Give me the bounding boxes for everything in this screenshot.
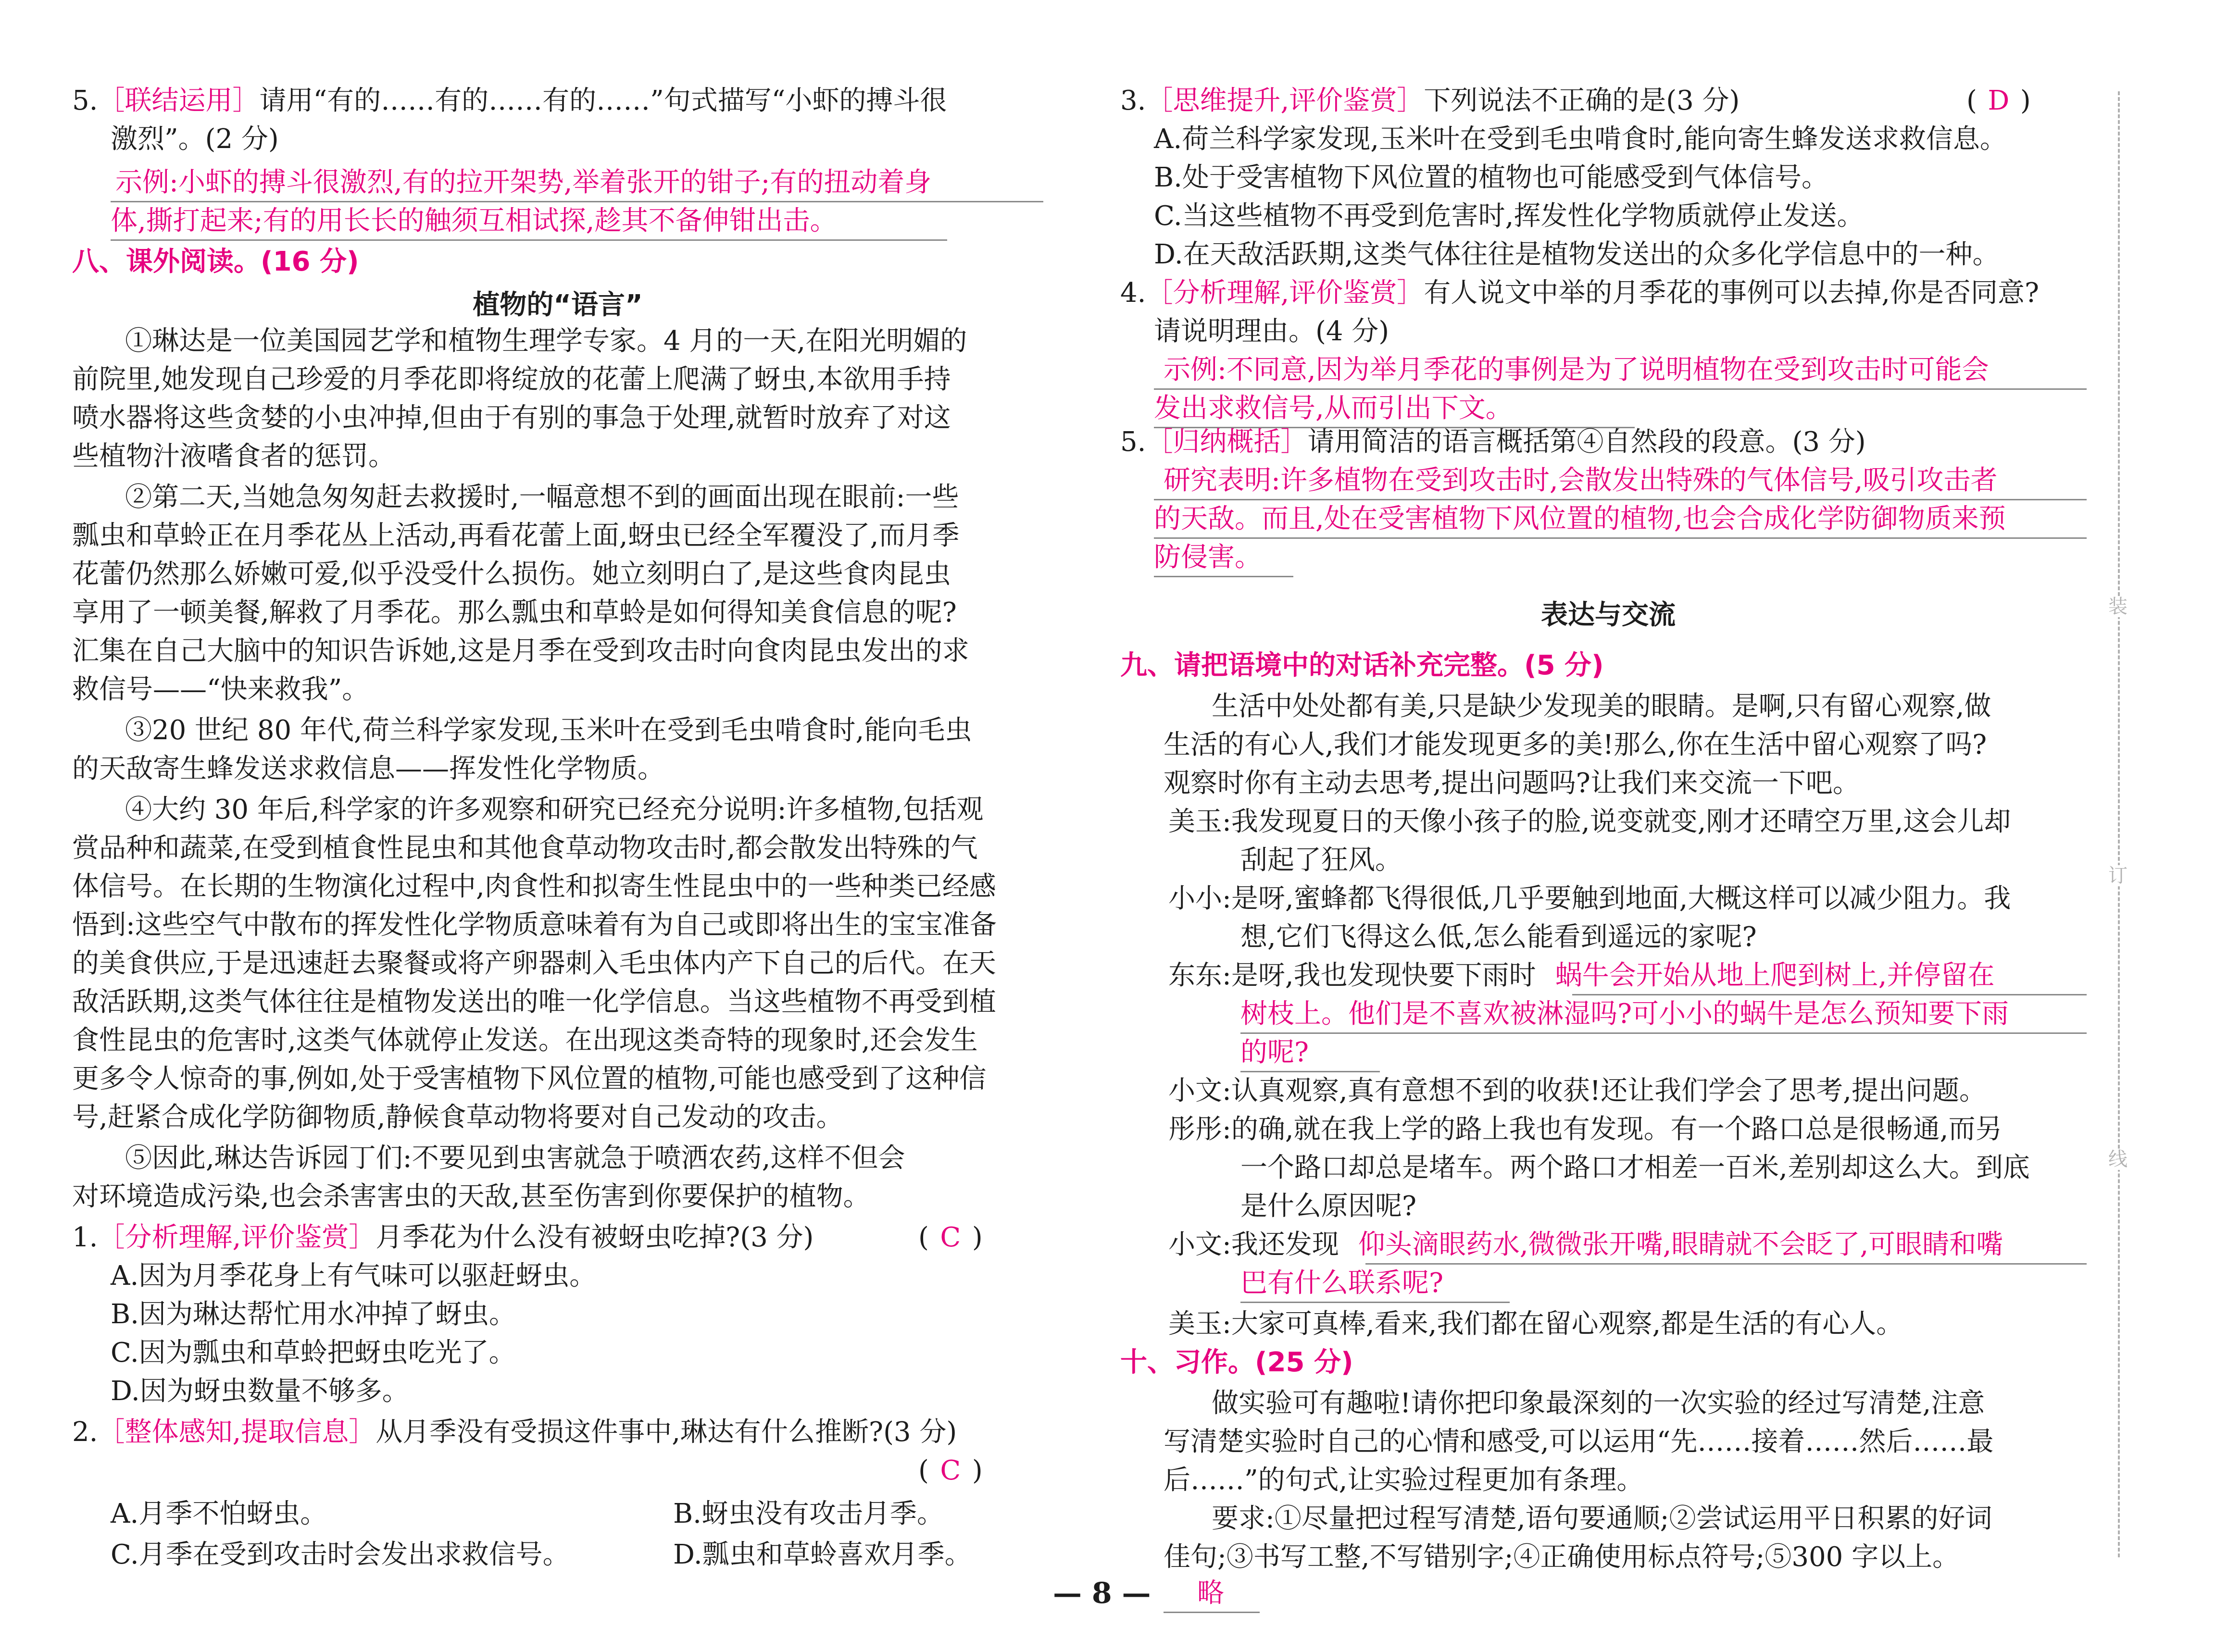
passage-line: 汇集在自己大脑中的知识告诉她,这是月季在受到攻击时向食肉昆虫发出的求 bbox=[72, 635, 969, 667]
q4-answer-line1: 示例:不同意,因为举月季花的事例是为了说明植物在受到攻击时可能会 bbox=[1164, 354, 1989, 385]
composition-prompt: 写清楚实验时自己的心情和感受,可以运用“先……接着……然后……最 bbox=[1164, 1426, 1994, 1457]
binding-mark: 订 bbox=[2108, 865, 2128, 887]
q2-option-d: D.瓢虫和草蛉喜欢月季。 bbox=[673, 1539, 972, 1570]
passage-line: 前院里,她发现自己珍爱的月季花即将绽放的花蕾上爬满了蚜虫,本欲用手持 bbox=[72, 364, 951, 395]
dialogue-xiaoxiao-cont: 想,它们飞得这么低,怎么能看到遥远的家呢? bbox=[1240, 921, 1757, 953]
section-10-title: 十、习作。(25 分) bbox=[1120, 1347, 1353, 1378]
passage-line: 瓢虫和草蛉正在月季花丛上活动,再看花蕾上面,蚜虫已经全军覆没了,而月季 bbox=[72, 520, 960, 551]
passage-line: 更多令人惊奇的事,例如,处于受害植物下风位置的植物,可能也感受到了这种信 bbox=[72, 1063, 987, 1094]
answer-rule bbox=[111, 239, 947, 241]
section-9-title: 九、请把语境中的对话补充完整。(5 分) bbox=[1120, 650, 1604, 681]
dialogue-meiyu-cont: 刮起了狂风。 bbox=[1240, 845, 1402, 876]
q3-option-b: B.处于受害植物下风位置的植物也可能感受到气体信号。 bbox=[1154, 162, 1828, 193]
passage-line: 食性昆虫的危害时,这类气体就停止发送。在出现这类奇特的现象时,还会发生 bbox=[72, 1025, 978, 1056]
q1-answer-paren: ( C ) bbox=[918, 1218, 983, 1257]
passage-line: ⑤因此,琳达告诉园丁们:不要见到虫害就急于喷洒农药,这样不但会 bbox=[125, 1143, 905, 1174]
dialogue-tongtong: 彤彤:的确,就在我上学的路上我也有发现。有一个路口总是很畅通,而另 bbox=[1168, 1114, 2003, 1145]
passage-line: 的美食供应,于是迅速赶去聚餐或将产卵器刺入毛虫体内产下自己的后代。在天 bbox=[72, 948, 996, 979]
page-number: — 8 — bbox=[1053, 1577, 1151, 1610]
q1-option-b: B.因为琳达帮忙用水冲掉了蚜虫。 bbox=[111, 1299, 516, 1330]
composition-requirements: 要求:①尽量把过程写清楚,语句要通顺;②尝试运用平日积累的好词 bbox=[1212, 1503, 1992, 1534]
answer-rule bbox=[1154, 537, 2087, 539]
passage-line: 享用了一顿美餐,解救了月季花。那么瓢虫和草蛉是如何得知美食信息的呢? bbox=[72, 597, 957, 628]
q3-option-a: A.荷兰科学家发现,玉米叶在受到毛虫啃食时,能向寄生蜂发送求救信息。 bbox=[1154, 124, 2007, 155]
answer-rule bbox=[1240, 1032, 2087, 1034]
q3-option-c: C.当这些植物不再受到危害时,挥发性化学物质就停止发送。 bbox=[1154, 200, 1864, 232]
dialogue-dongdong: 东东:是呀,我也发现快要下雨时 蜗牛会开始从地上爬到树上,并停留在 bbox=[1168, 960, 1995, 991]
composition-requirements: 佳句;③书写工整,不写错别字;④正确使用标点符号;⑤300 字以上。 bbox=[1164, 1541, 1960, 1573]
passage-line: ②第二天,当她急匆匆赶去救援时,一幅意想不到的画面出现在眼前:一些 bbox=[125, 482, 959, 513]
passage-line: 些植物汁液嗜食者的惩罚。 bbox=[72, 441, 395, 472]
q3-option-d: D.在天敌活跃期,这类气体往往是植物发送出的众多化学信息中的一种。 bbox=[1154, 239, 2000, 270]
q1-question: 1.［分析理解,评价鉴赏］月季花为什么没有被蚜虫吃掉?(3 分) bbox=[72, 1222, 814, 1253]
expression-heading: 表达与交流 bbox=[1541, 599, 1676, 631]
dialogue-dongdong-answer: 树枝上。他们是不喜欢被淋湿吗?可小小的蜗牛是怎么预知要下雨 bbox=[1240, 998, 2009, 1030]
q5-right-question: 5.［归纳概括］请用简洁的语言概括第④自然段的段意。(3 分) bbox=[1120, 426, 1866, 458]
passage-line: ④大约 30 年后,科学家的许多观察和研究已经充分说明:许多植物,包括观 bbox=[125, 794, 984, 825]
dialogue-meiyu-2: 美玉:大家可真棒,看来,我们都在留心观察,都是生活的有心人。 bbox=[1168, 1308, 1903, 1340]
q4-question: 4.［分析理解,评价鉴赏］有人说文中举的月季花的事例可以去掉,你是否同意? bbox=[1120, 277, 2040, 309]
q4-question-cont: 请说明理由。(4 分) bbox=[1154, 316, 1389, 347]
binding-dashed-line bbox=[2118, 91, 2120, 1557]
passage-line: 体信号。在长期的生物演化过程中,肉食性和拟寄生性昆虫中的一些种类已经感 bbox=[72, 871, 996, 902]
q5-right-answer-line2: 的天敌。而且,处在受害植物下风位置的植物,也会合成化学防御物质来预 bbox=[1154, 503, 2006, 534]
dialogue-xiaowen-2: 小文:我还发现 仰头滴眼药水,微微张开嘴,眼睛就不会眨了,可眼睛和嘴 bbox=[1168, 1229, 2003, 1260]
passage-line: ③20 世纪 80 年代,荷兰科学家发现,玉米叶在受到毛虫啃食时,能向毛虫 bbox=[125, 715, 972, 746]
q5-left-answer-line1: 示例:小虾的搏斗很激烈,有的拉开架势,举着张开的钳子;有的扭动着身 bbox=[115, 167, 932, 198]
passage-title: 植物的“语言” bbox=[473, 289, 643, 321]
q2-option-a: A.月季不怕蚜虫。 bbox=[111, 1498, 327, 1529]
q5-left-answer-line2: 体,撕打起来;有的用长长的触须互相试探,趁其不备伸钳出击。 bbox=[111, 205, 837, 236]
dialogue-xiaowen: 小文:认真观察,真有意想不到的收获!还让我们学会了思考,提出问题。 bbox=[1168, 1075, 1986, 1106]
dialogue-xiaoxiao: 小小:是呀,蜜蜂都飞得很低,几乎要触到地面,大概这样可以减少阻力。我 bbox=[1168, 883, 2011, 914]
q5-right-answer-line3: 防侵害。 bbox=[1154, 542, 1262, 573]
answer-rule bbox=[1365, 1263, 2087, 1265]
q2-option-c: C.月季在受到攻击时会发出求救信号。 bbox=[111, 1539, 570, 1570]
section-8-title: 八、课外阅读。(16 分) bbox=[72, 246, 359, 277]
dialogue-dongdong-answer: 的呢? bbox=[1240, 1037, 1309, 1068]
q2-question: 2.［整体感知,提取信息］从月季没有受损这件事中,琳达有什么推断?(3 分) bbox=[72, 1416, 957, 1448]
q4-answer-line2: 发出求救信号,从而引出下文。 bbox=[1154, 393, 1513, 424]
q1-option-a: A.因为月季花身上有气味可以驱赶蚜虫。 bbox=[111, 1260, 597, 1292]
dialogue-meiyu: 美玉:我发现夏日的天像小孩子的脸,说变就变,刚才还晴空万里,这会儿却 bbox=[1168, 806, 2011, 837]
q2-answer-paren: ( C ) bbox=[918, 1452, 983, 1490]
composition-prompt: 做实验可有趣啦!请你把印象最深刻的一次实验的经过写清楚,注意 bbox=[1212, 1388, 1985, 1419]
q5-right-answer-line1: 研究表明:许多植物在受到攻击时,会散发出特殊的气体信号,吸引攻击者 bbox=[1164, 465, 1998, 496]
dialogue-xiaowen-answer: 巴有什么联系呢? bbox=[1240, 1267, 1444, 1299]
passage-line: 敌活跃期,这类气体往往是植物发送出的唯一化学信息。当这些植物不再受到植 bbox=[72, 986, 996, 1018]
passage-line: 号,赶紧合成化学防御物质,静候食草动物将要对自己发动的攻击。 bbox=[72, 1102, 843, 1133]
q1-answer: C bbox=[940, 1222, 961, 1253]
q3-question: 3.［思维提升,评价鉴赏］下列说法不正确的是(3 分) bbox=[1120, 85, 1740, 116]
dialogue-tongtong-cont: 一个路口却总是堵车。两个路口才相差一百米,差别却这么大。到底 bbox=[1240, 1152, 2030, 1183]
passage-line: 救信号——“快来救我”。 bbox=[72, 674, 369, 705]
q5-left-question-cont: 激烈”。(2 分) bbox=[111, 124, 279, 155]
q1-option-d: D.因为蚜虫数量不够多。 bbox=[111, 1376, 409, 1407]
q2-answer: C bbox=[940, 1455, 961, 1486]
q5-left-question: 5.［联结运用］请用“有的……有的……有的……”句式描写“小虾的搏斗很 bbox=[72, 85, 947, 116]
answer-rule bbox=[1164, 1612, 1260, 1613]
passage-line: 花蕾仍然那么娇嫩可爱,似乎没受什么损伤。她立刻明白了,是这些食肉昆虫 bbox=[72, 559, 951, 590]
passage-line: 悟到:这些空气中散布的挥发性化学物质意味着有为自己或即将出生的宝宝准备 bbox=[72, 909, 997, 941]
dialogue-intro: 观察时你有主动去思考,提出问题吗?让我们来交流一下吧。 bbox=[1164, 768, 1860, 799]
passage-line: 对环境造成污染,也会杀害害虫的天敌,甚至伤害到你要保护的植物。 bbox=[72, 1181, 870, 1212]
answer-rule bbox=[1154, 576, 1293, 577]
passage-line: 喷水器将这些贪婪的小虫冲掉,但由于有别的事急于处理,就暂时放弃了对这 bbox=[72, 402, 951, 434]
passage-line: 赏品种和蔬菜,在受到植食性昆虫和其他食草动物攻击时,都会散发出特殊的气 bbox=[72, 832, 978, 864]
q2-option-b: B.蚜虫没有攻击月季。 bbox=[673, 1498, 944, 1529]
binding-mark: 装 bbox=[2108, 596, 2128, 618]
composition-answer: 略 bbox=[1197, 1577, 1224, 1609]
answer-rule bbox=[1240, 1302, 1510, 1303]
dialogue-tongtong-cont: 是什么原因呢? bbox=[1240, 1191, 1417, 1222]
composition-prompt: 后……”的句式,让实验过程更加有条理。 bbox=[1164, 1465, 1644, 1496]
q3-answer-paren: ( D ) bbox=[1966, 82, 2031, 120]
q1-option-c: C.因为瓢虫和草蛉把蚜虫吃光了。 bbox=[111, 1337, 516, 1368]
dialogue-intro: 生活中处处都有美,只是缺少发现美的眼睛。是啊,只有留心观察,做 bbox=[1212, 691, 1991, 722]
dialogue-intro: 生活的有心人,我们才能发现更多的美!那么,你在生活中留心观察了吗? bbox=[1164, 729, 1987, 760]
binding-mark: 线 bbox=[2108, 1148, 2128, 1170]
passage-line: 的天敌寄生蜂发送求救信息——挥发性化学物质。 bbox=[72, 753, 664, 784]
q3-answer: D bbox=[1988, 85, 2010, 116]
passage-line: ①琳达是一位美国园艺学和植物生理学专家。4 月的一天,在阳光明媚的 bbox=[125, 325, 967, 357]
